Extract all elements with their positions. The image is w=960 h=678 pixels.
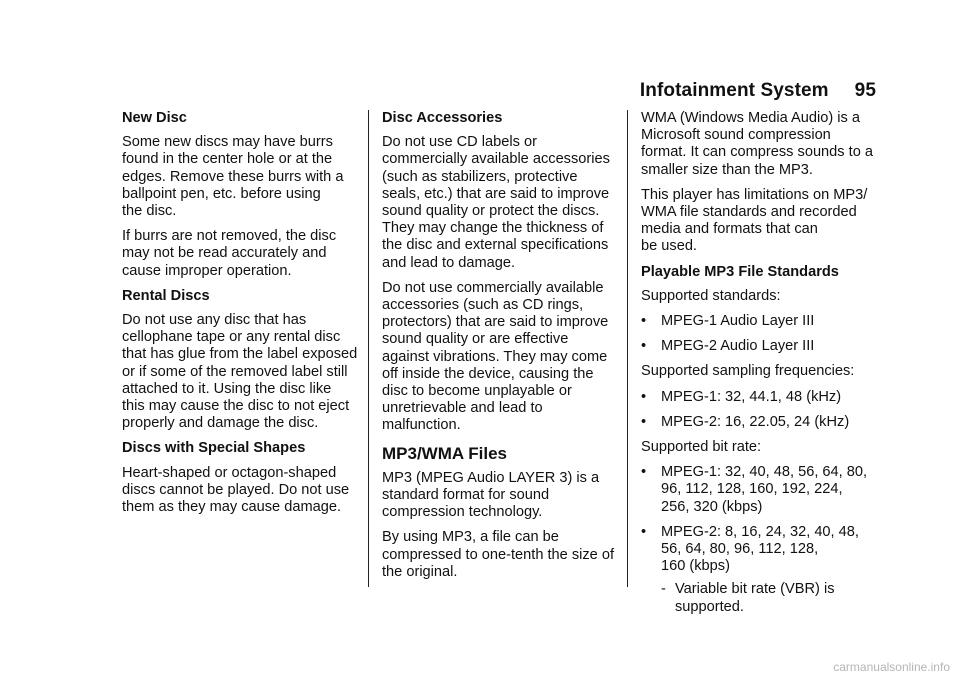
page-number: 95 [854, 80, 876, 101]
bullet-icon: • [641, 388, 647, 405]
bullet-icon: • [641, 413, 647, 430]
sub-list-item [641, 581, 879, 615]
page-header [640, 80, 876, 102]
list-item [641, 338, 879, 355]
list-item-text: MPEG-2 Audio Layer III [661, 338, 815, 355]
list-item [641, 524, 879, 576]
paragraph: Do not use CD labels or commercially available accessories (such as stabilizers, protective seals, etc.) that are said to improve sound quality or protect the discs. They may change the thickness of the disc and external specifications and lead to damage. [382, 134, 610, 271]
list-item-text: MPEG-2: 16, 22.05, 24 (kHz) [661, 413, 850, 430]
paragraph: Supported standards: [641, 287, 781, 304]
list-item-text: MPEG-1 Audio Layer III [661, 313, 815, 330]
paragraph: By using MP3, a file can be compressed to one-tenth the size of the original. [382, 529, 615, 580]
paragraph: Heart-shaped or octagon-shaped discs cannot be played. Do not use them as they may cause damage. [122, 464, 350, 516]
list-item-text: MPEG-1: 32, 44.1, 48 (kHz) [661, 388, 842, 405]
bullet-icon: • [641, 338, 647, 355]
column-2 [382, 110, 620, 589]
heading-special-shapes: Discs with Special Shapes [122, 440, 306, 457]
paragraph: Supported sampling frequencies: [641, 363, 855, 380]
bullet-icon: • [641, 464, 647, 481]
column-divider-2 [627, 110, 628, 587]
heading-new-disc: New Disc [122, 110, 187, 126]
dash-icon: - [661, 581, 666, 598]
list-item-text: MPEG-1: 32, 40, 48, 56, 64, 80, 96, 112, 128, 160, 192, 224, 256, 320 (kbps) [661, 464, 868, 515]
column-3 [641, 110, 879, 624]
heading-disc-accessories: Disc Accessories [382, 110, 503, 126]
section-title: Infotainment System [639, 80, 829, 101]
paragraph: Do not use commercially available accessories (such as CD rings, protectors) that are said to improve sound quality or are effective against vibrations. They may come off inside the device, causing the disc to become unplayable or unretrievable and lead to malfunction. [382, 279, 609, 434]
bullet-icon: • [641, 523, 647, 540]
paragraph: This player has limitations on MP3/ WMA file standards and recorded media and formats that can be used. [641, 186, 868, 255]
list-item [641, 464, 879, 516]
column-1 [122, 110, 360, 524]
list-item-text: MPEG-2: 8, 16, 24, 32, 40, 48, 56, 64, 80, 96, 112, 128, 160 (kbps) [661, 523, 859, 575]
bullet-icon: • [641, 313, 647, 330]
list-item [641, 389, 879, 406]
paragraph: Supported bit rate: [641, 439, 762, 456]
heading-playable-mp3: Playable MP3 File Standards [641, 263, 839, 280]
paragraph: WMA (Windows Media Audio) is a Microsoft sound compression format. It can compress sounds to a smaller size than the MP3. [641, 110, 873, 178]
list-item [641, 313, 879, 330]
paragraph: Some new discs may have burrs found in the center hole or at the edges. Remove these burrs with a ballpoint pen, etc. before using the disc. [122, 134, 344, 220]
watermark: carmanualsonline.info [833, 660, 950, 674]
heading-rental-discs: Rental Discs [122, 287, 210, 304]
paragraph: MP3 (MPEG Audio LAYER 3) is a standard format for sound compression technology. [382, 469, 600, 521]
heading-mp3-wma-files: MP3/WMA Files [382, 443, 507, 463]
column-divider-1 [368, 110, 369, 587]
paragraph: Do not use any disc that has cellophane tape or any rental disc that has glue from the label exposed or if some of the removed label still attached to it. Using the disc like this may cause the disc to not eject properly and damage the disc. [122, 312, 358, 432]
sub-list-item-text: Variable bit rate (VBR) is supported. [675, 581, 835, 615]
list-item [641, 414, 879, 431]
paragraph: If burrs are not removed, the disc may not be read accurately and cause improper operation. [122, 228, 337, 279]
